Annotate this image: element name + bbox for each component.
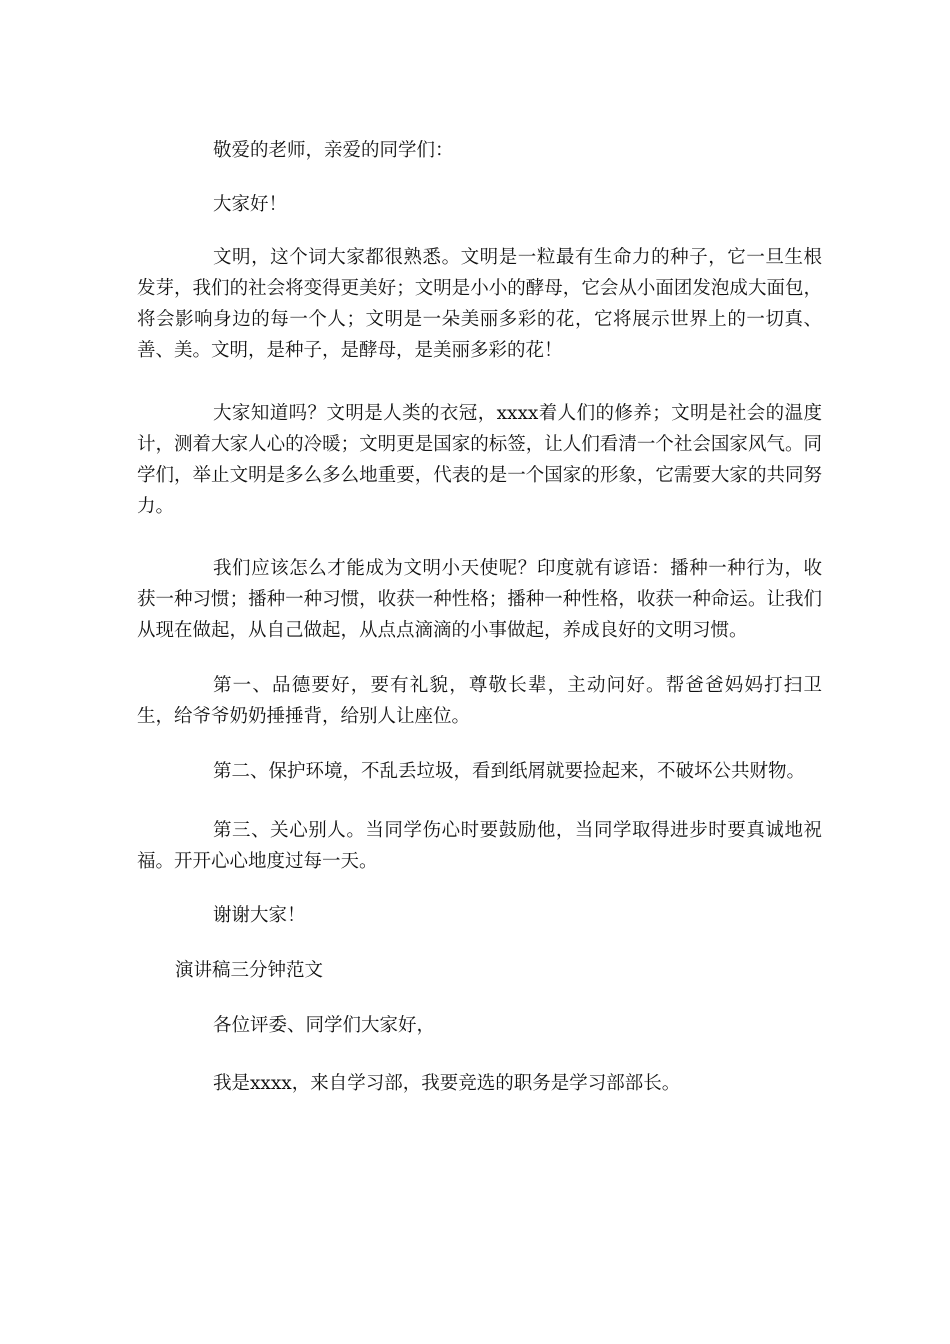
greeting: 大家好！ xyxy=(213,194,288,215)
paragraph-point-three: 第三、关心别人。当同学伤心时要鼓励他，当同学取得进步时要真诚地祝福。开开心心地度过每一天。 xyxy=(137,820,822,872)
speech2-intro: 我是xxxx，来自学习部，我要竞选的职务是学习部部长。 xyxy=(213,1073,681,1094)
paragraph-how-to: 我们应该怎么才能成为文明小天使呢？印度就有谚语：播种一种行为，收获一种习惯；播种一种习惯，收获一种性格；播种一种性格，收获一种命运。让我们从现在做起，从自己做起，从点点滴滴的小事做起，养成良好的文明习惯。 xyxy=(137,558,822,641)
paragraph-point-one: 第一、品德要好，要有礼貌，尊敬长辈，主动问好。帮爸爸妈妈打扫卫生，给爷爷奶奶捶捶背，给别人让座位。 xyxy=(137,675,822,727)
paragraph-point-two: 第二、保护环境，不乱丢垃圾，看到纸屑就要捡起来，不破坏公共财物。 xyxy=(213,761,806,782)
closing-thanks: 谢谢大家！ xyxy=(213,905,306,926)
speech2-greeting: 各位评委、同学们大家好， xyxy=(213,1015,436,1036)
salutation: 敬爱的老师，亲爱的同学们： xyxy=(213,140,454,161)
section-heading: 演讲稿三分钟范文 xyxy=(175,960,324,981)
paragraph-civilization-intro: 文明，这个词大家都很熟悉。文明是一粒最有生命力的种子，它一旦生根发芽，我们的社会将变得更美好；文明是小小的酵母，它会从小面团发泡成大面包，将会影响身边的每一个人；文明是一朵美丽多彩的花，它将展示世界上的一切真、善、美。文明，是种子，是酵母，是美丽多彩的花！ xyxy=(137,247,822,361)
paragraph-civilization-meaning: 大家知道吗？文明是人类的衣冠，xxxx着人们的修养；文明是社会的温度计，测着大家人心的冷暖；文明更是国家的标签，让人们看清一个社会国家风气。同学们，举止文明是多么多么地重要，代表的是一个国家的形象，它需要大家的共同努力。 xyxy=(137,403,822,517)
